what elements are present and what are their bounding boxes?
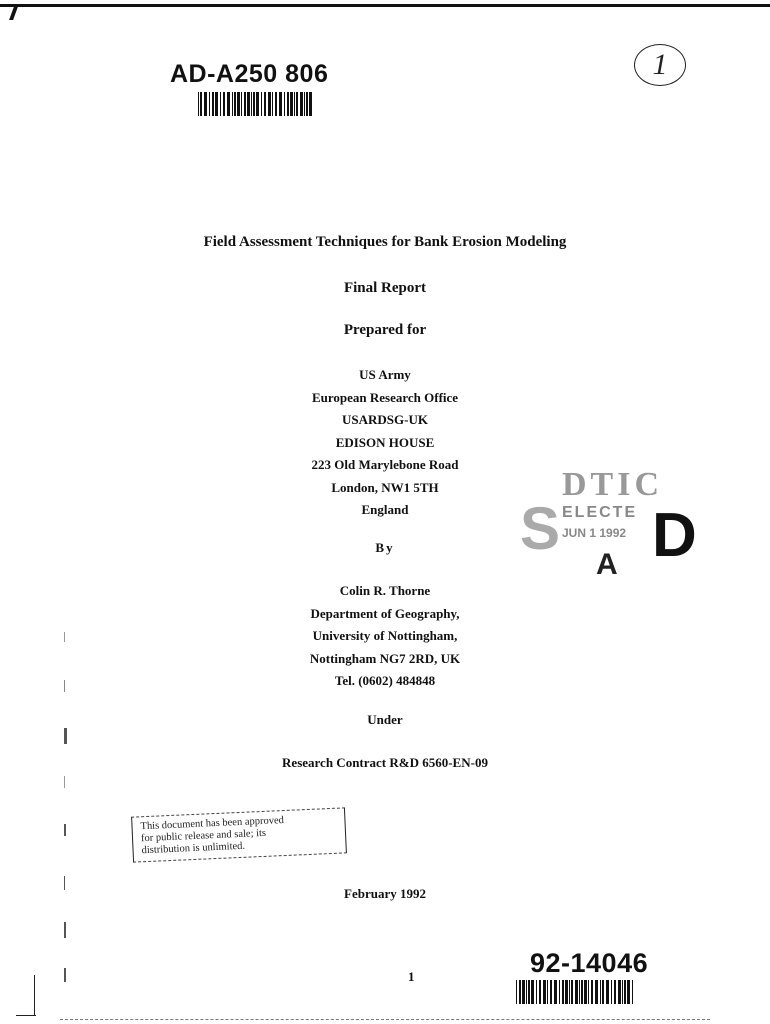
barcode-bar [209, 92, 210, 116]
barcode-bar [223, 92, 225, 116]
margin-mark [64, 728, 67, 744]
barcode-bar [290, 92, 293, 116]
barcode-bar [522, 980, 525, 1004]
by-label: By [375, 540, 395, 555]
barcode-bar [232, 92, 233, 116]
barcode-bar [575, 980, 578, 1004]
author-line: Colin R. Thorne [339, 583, 431, 598]
barcode-bar [287, 92, 289, 116]
barcode-bar [611, 980, 612, 1004]
barcode-bar [579, 980, 580, 1004]
barcode-bar [200, 92, 202, 116]
barcode-bar [519, 980, 521, 1004]
prepared-for-label: Prepared for [343, 322, 427, 338]
barcode-bar [588, 980, 589, 1004]
approval-line: for public release and sale; its [140, 827, 267, 845]
barcode-bar [539, 980, 541, 1004]
barcode-bar [268, 92, 271, 116]
barcode-bar [584, 980, 587, 1004]
barcode-bar [562, 980, 564, 1004]
barcode-bar [606, 980, 609, 1004]
barcode-bar [306, 92, 308, 116]
margin-mark [64, 968, 66, 982]
barcode-bar [251, 92, 252, 116]
approval-stamp [131, 807, 347, 862]
barcode-bar [275, 92, 277, 116]
barcode-bar [559, 980, 560, 1004]
barcode-bar [600, 980, 601, 1004]
barcode-bar [581, 980, 583, 1004]
barcode-bar [198, 92, 199, 116]
barcode-bar [550, 980, 552, 1004]
barcode-bar [614, 980, 616, 1004]
barcode-bar [571, 980, 573, 1004]
margin-mark [64, 632, 65, 642]
top-scan-edge [0, 4, 770, 7]
author-block [0, 580, 770, 693]
top-barcode [198, 92, 314, 116]
barcode-bar [304, 92, 305, 116]
barcode-bar [528, 980, 530, 1004]
barcode-bar [261, 92, 262, 116]
barcode-bar [237, 92, 240, 116]
barcode-bar [284, 92, 285, 116]
address-line: USARDSG-UK [342, 412, 428, 427]
barcode-bar [272, 92, 273, 116]
margin-mark [64, 876, 65, 890]
address-line: England [361, 502, 409, 517]
address-line: European Research Office [311, 389, 459, 405]
bottom-scan-edge [60, 1019, 710, 1021]
barcode-bar [547, 980, 548, 1004]
address-line: US Army [359, 367, 411, 382]
address-line: 223 Old Marylebone Road [311, 457, 459, 472]
author-line: Nottingham NG7 2RD, UK [309, 650, 461, 666]
barcode-bar [526, 980, 527, 1004]
barcode-bar [256, 92, 259, 116]
barcode-bar [244, 92, 246, 116]
barcode-bar [296, 92, 298, 116]
barcode-bar [220, 92, 221, 116]
under-label: Under [367, 712, 403, 727]
barcode-bar [595, 980, 598, 1004]
address-line: London, NW1 5TH [331, 479, 439, 495]
approval-line: This document has been approved [140, 815, 285, 833]
stamp-date: JUN 1 1992 [562, 526, 627, 540]
barcode-bar [591, 980, 593, 1004]
barcode-bar [300, 92, 303, 116]
barcode-bar [618, 980, 621, 1004]
dtic-title: DTIC [562, 466, 664, 503]
barcode-bar [253, 92, 255, 116]
barcode-bar [309, 92, 312, 116]
barcode-bar [516, 980, 517, 1004]
footer-code: 92-14046 [530, 948, 649, 978]
address-line: EDISON HOUSE [335, 434, 435, 450]
dtic-stamp [520, 466, 697, 586]
report-type: Final Report [343, 280, 427, 296]
margin-mark [64, 776, 65, 788]
barcode-bar [536, 980, 537, 1004]
author-line: Tel. (0602) 484848 [334, 673, 436, 688]
report-date: February 1992 [344, 886, 426, 901]
page-number: 1 [408, 969, 415, 984]
barcode-bar [627, 980, 630, 1004]
circled-number: 1 [634, 44, 686, 86]
barcode-bar [554, 980, 557, 1004]
document-number: AD-A250 806 [170, 60, 329, 88]
electe-label: ELECTE [562, 504, 638, 521]
barcode-bar [565, 980, 568, 1004]
barcode-bar [569, 980, 570, 1004]
barcode-bar [212, 92, 214, 116]
author-line: Department of Geography, [310, 605, 460, 621]
barcode-bar [227, 92, 230, 116]
barcode-bar [531, 980, 534, 1004]
stamp-letter-s: S [520, 495, 561, 562]
bottom-barcode [516, 980, 636, 1004]
barcode-bar [241, 92, 242, 116]
barcode-bar [264, 92, 266, 116]
margin-mark [64, 922, 66, 938]
margin-mark [64, 680, 65, 692]
author-line: University of Nottingham, [312, 628, 458, 643]
barcode-bar [215, 92, 218, 116]
margin-mark [64, 824, 66, 836]
barcode-bar [204, 92, 207, 116]
barcode-bar [624, 980, 626, 1004]
barcode-bar [543, 980, 546, 1004]
barcode-bar [247, 92, 250, 116]
barcode-bar [294, 92, 295, 116]
barcode-bar [279, 92, 282, 116]
barcode-bar [622, 980, 623, 1004]
corner-mark [34, 975, 35, 1015]
stamp-letter-d: D [652, 501, 697, 570]
barcode-bar [234, 92, 236, 116]
approval-line: distribution is unlimited. [141, 840, 246, 857]
report-title: Field Assessment Techniques for Bank Erosion Modeling [203, 234, 567, 250]
stamp-letter-a: A [596, 548, 618, 581]
contract-number: Research Contract R&D 6560-EN-09 [282, 755, 488, 770]
barcode-bar [602, 980, 604, 1004]
corner-mark [16, 1015, 36, 1016]
barcode-bar [632, 980, 633, 1004]
